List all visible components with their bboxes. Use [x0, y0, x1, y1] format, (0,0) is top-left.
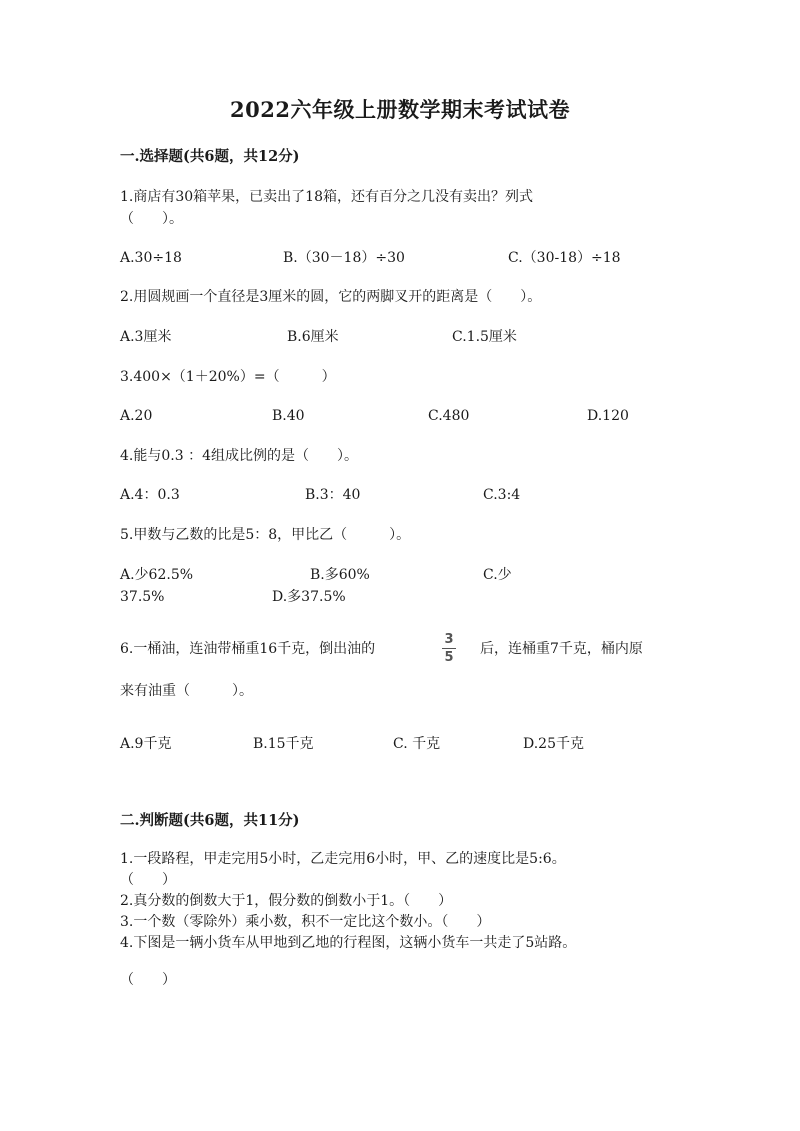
- question-4-option-a: A.4：0.3: [120, 487, 180, 503]
- question-6-text-after: 后，连桶重7千克，桶内原: [480, 641, 643, 657]
- fraction-bar: [442, 648, 456, 649]
- question-2-text: 2.用圆规画一个直径是3厘米的圆，它的两脚叉开的距离是（ ）。: [120, 289, 542, 305]
- section-heading-judgment: 二.判断题(共6题，共11分): [120, 812, 300, 829]
- question-6-option-d: D.25千克: [523, 736, 584, 752]
- question-3-text: 3.400×（1＋20%）=（ ）: [120, 369, 336, 385]
- question-1-option-a: A.30÷18: [120, 250, 182, 266]
- judgment-4-blank: （ ）: [120, 972, 176, 988]
- fraction-three-fifths: [441, 633, 457, 664]
- question-6-option-c: C. 千克: [393, 736, 441, 752]
- judgment-3-text: 3.一个数（零除外）乘小数，积不一定比这个数小。（ ）: [120, 914, 491, 930]
- question-5-option-b: B.多60%: [310, 567, 370, 583]
- question-1-text: 1.商店有30箱苹果，已卖出了18箱，还有百分之几没有卖出？列式: [120, 189, 533, 205]
- judgment-1-blank: （ ）: [120, 872, 176, 888]
- question-1-option-c: C.（30-18）÷18: [508, 250, 621, 266]
- question-1-blank: （ ）。: [120, 211, 183, 227]
- question-2-option-b: B.6厘米: [287, 329, 339, 345]
- question-6-text-before: 6.一桶油，连油带桶重16千克，倒出油的: [120, 641, 376, 657]
- judgment-4-text: 4.下图是一辆小货车从甲地到乙地的行程图，这辆小货车一共走了5站路。: [120, 935, 577, 951]
- question-3-option-a: A.20: [120, 408, 153, 424]
- page-title: 2022六年级上册数学期末考试试卷: [230, 97, 570, 122]
- question-3-option-d: D.120: [587, 408, 629, 424]
- question-3-option-b: B.40: [272, 408, 305, 424]
- question-5-option-a: A.少62.5%: [120, 567, 194, 583]
- question-6-line2: 来有油重（ ）。: [120, 683, 253, 699]
- judgment-2-text: 2.真分数的倒数大于1，假分数的倒数小于1。（ ）: [120, 893, 453, 909]
- question-1-option-b: B.（30－18）÷30: [283, 250, 405, 266]
- question-5-option-c: C.少: [483, 567, 512, 583]
- question-5-option-c-cont: 37.5%: [120, 589, 165, 605]
- question-2-option-a: A.3厘米: [120, 329, 172, 345]
- question-3-option-c: C.480: [428, 408, 470, 424]
- question-5-option-d: D.多37.5%: [272, 589, 346, 605]
- question-4-option-c: C.3:4: [483, 487, 521, 503]
- question-5-text: 5.甲数与乙数的比是5：8，甲比乙（ ）。: [120, 527, 411, 543]
- section-heading-choice: 一.选择题(共6题，共12分): [120, 148, 300, 165]
- question-6-option-b: B.15千克: [253, 736, 314, 752]
- judgment-1-text: 1.一段路程，甲走完用5小时，乙走完用6小时，甲、乙的速度比是5:6。: [120, 851, 566, 867]
- fraction-denominator: 5: [444, 650, 454, 665]
- fraction-numerator: 3: [444, 632, 454, 647]
- question-6-option-a: A.9千克: [120, 736, 172, 752]
- question-4-option-b: B.3：40: [305, 487, 361, 503]
- question-4-text: 4.能与0.3 ：4组成比例的是（ ）。: [120, 448, 358, 464]
- question-2-option-c: C.1.5厘米: [452, 329, 517, 345]
